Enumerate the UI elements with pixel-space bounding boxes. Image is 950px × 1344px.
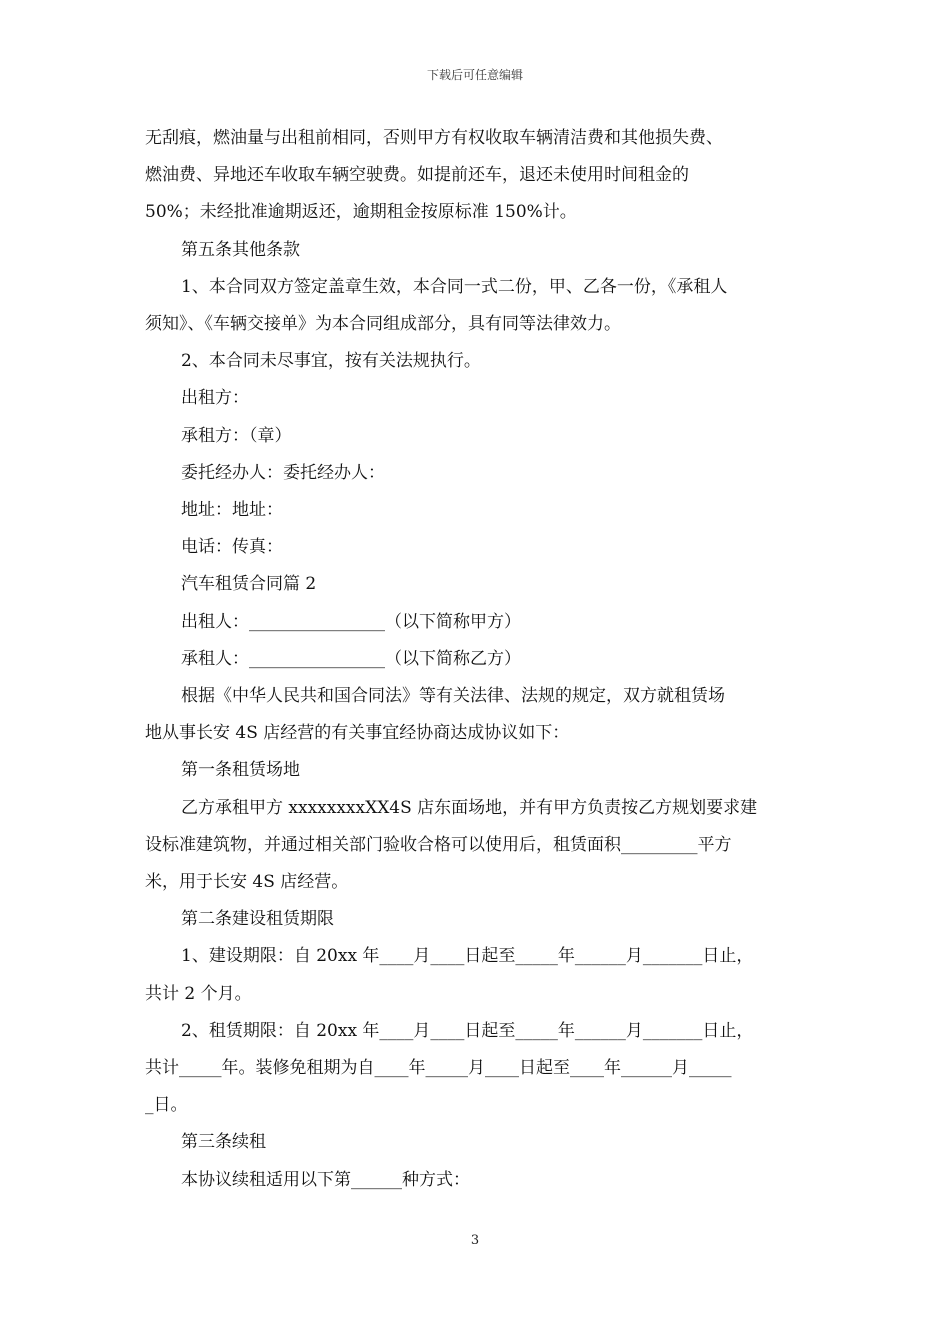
text-line: 第一条租赁场地 bbox=[181, 760, 300, 781]
text-line: 承租人：________________（以下简称乙方） bbox=[181, 648, 521, 669]
text-line: 第五条其他条款 bbox=[181, 239, 300, 260]
text-line: 1、本合同双方签定盖章生效，本合同一式二份，甲、乙各一份，《承租人 bbox=[181, 276, 728, 297]
text-line: 第三条续租 bbox=[181, 1132, 266, 1153]
text-line: 2、租赁期限：自 20xx 年____月____日起至_____年______月_______日止， bbox=[181, 1020, 754, 1041]
text-line: 共计 2 个月。 bbox=[145, 983, 252, 1004]
text-line: 出租方： bbox=[181, 388, 249, 409]
text-line: 乙方承租甲方 xxxxxxxxXX4S 店东面场地，并有甲方负责按乙方规划要求建 bbox=[181, 797, 758, 818]
text-line: 地从事长安 4S 店经营的有关事宜经协商达成协议如下： bbox=[145, 723, 570, 744]
text-line: 须知》、《车辆交接单》为本合同组成部分，具有同等法律效力。 bbox=[145, 314, 621, 335]
text-line: 电话：传真： bbox=[181, 537, 283, 558]
text-line: 第二条建设租赁期限 bbox=[181, 909, 334, 930]
text-line: 根据《中华人民共和国合同法》等有关法律、法规的规定，双方就租赁场 bbox=[181, 686, 725, 707]
text-line: 出租人：________________（以下简称甲方） bbox=[181, 611, 521, 632]
page-number: 3 bbox=[470, 1233, 480, 1248]
text-line: 地址：地址： bbox=[181, 500, 283, 521]
text-line: 无刮痕，燃油量与出租前相同，否则甲方有权收取车辆清洁费和其他损失费、 bbox=[145, 128, 723, 148]
text-line: _日。 bbox=[145, 1095, 188, 1116]
text-line: 承租方：（章） bbox=[181, 425, 292, 446]
text-line: 米，用于长安 4S 店经营。 bbox=[145, 872, 349, 893]
text-line: 共计_____年。装修免租期为自____年_____月____日起至____年______月_____ bbox=[145, 1058, 732, 1079]
text-line: 委托经办人：委托经办人： bbox=[181, 462, 385, 483]
text-line: 汽车租赁合同篇 2 bbox=[181, 574, 317, 595]
text-line: 2、本合同未尽事宜，按有关法规执行。 bbox=[181, 351, 481, 372]
document-body bbox=[145, 120, 815, 1199]
text-line: 50%；未经批准逾期返还，逾期租金按原标准 150%计。 bbox=[145, 202, 577, 223]
text-line: 燃油费、异地还车收取车辆空驶费。如提前还车，退还未使用时间租金的 bbox=[145, 165, 689, 186]
page-header: 下载后可任意编辑 bbox=[426, 68, 523, 82]
text-line: 设标准建筑物，并通过相关部门验收合格可以使用后，租赁面积_________平方 bbox=[145, 834, 732, 855]
text-line: 1、建设期限：自 20xx 年____月____日起至_____年______月_______日止， bbox=[181, 946, 754, 967]
text-line: 本协议续租适用以下第______种方式： bbox=[181, 1169, 470, 1190]
